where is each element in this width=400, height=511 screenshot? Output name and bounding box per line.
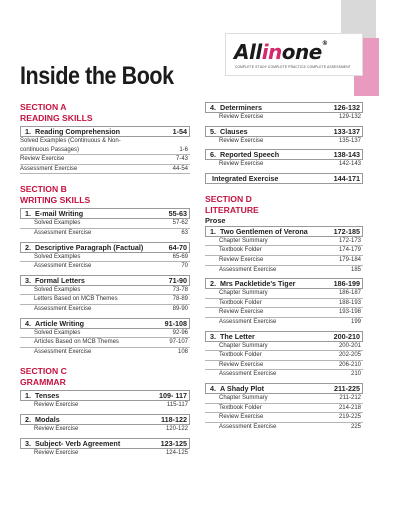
sub-entry-label: Assessment Exercise [219, 371, 277, 378]
sub-entry-pages: 193-198 [338, 309, 361, 316]
chapter-number: 1. [25, 127, 31, 136]
sub-entry [20, 155, 190, 165]
chapter-number: 4. [210, 383, 216, 393]
sub-entry-pages: 199 [350, 318, 361, 325]
sub-entry-pages: 219-225 [338, 414, 361, 421]
sub-entry-pages: 206-210 [338, 361, 361, 368]
sub-entry-pages: 225 [350, 423, 361, 430]
chapter-entry[interactable] [205, 149, 363, 169]
sub-entry-label: Assessment Exercise [219, 266, 277, 273]
sub-entry-pages: 124-125 [165, 449, 188, 456]
integrated-exercise-entry[interactable] [205, 173, 363, 184]
sub-entry-label: Review Exercise [34, 449, 79, 456]
chapter-title: A Shady Plot [220, 383, 265, 393]
chapter-pages: 138-143 [333, 150, 360, 160]
sub-entry-label: Letters Based on MCB Themes [34, 296, 118, 303]
sub-entry [205, 266, 363, 275]
sub-entry-label: Review Exercise [34, 425, 79, 432]
sub-entry-label: Solved Examples [34, 286, 81, 293]
sub-entry-label: Chapter Summary [219, 342, 268, 349]
chapter-title: Two Gentlemen of Verona [220, 226, 308, 236]
chapter-entry[interactable] [20, 126, 190, 174]
integrated-exercise-pages: 144-171 [333, 173, 360, 183]
sub-entry-pages: 70 [181, 263, 188, 270]
sub-entry-pages: 108 [177, 348, 188, 355]
section-subtitle: GRAMMAR [20, 377, 66, 388]
chapter-number: 6. [210, 150, 216, 160]
section-name: SECTION B [20, 184, 67, 195]
chapter-number: 1. [25, 391, 31, 401]
sub-entry-pages: 200-201 [338, 342, 361, 349]
chapter-pages: 91-108 [164, 318, 187, 328]
chapter-header[interactable] [205, 102, 363, 113]
sub-entry [205, 137, 363, 146]
section-a [20, 102, 190, 174]
chapter-header[interactable] [20, 242, 190, 253]
sub-entry [205, 308, 363, 318]
sub-entry [205, 361, 363, 371]
sub-entry-label: Chapter Summary [219, 290, 268, 297]
sub-entry-pages: 210 [350, 371, 361, 378]
sub-entry [205, 370, 363, 379]
chapter-entry[interactable] [20, 438, 190, 458]
chapter-number: 3. [25, 275, 31, 285]
sub-entry-label: Solved Examples [34, 329, 81, 336]
toc-left-column [20, 102, 190, 461]
sub-entry-label: Assessment Exercise [20, 165, 78, 172]
sub-entry-pages: 135-137 [338, 137, 361, 144]
sub-entry-label: Review Exercise [34, 402, 79, 409]
chapter-number: 1. [210, 226, 216, 236]
chapter-header[interactable] [20, 208, 190, 219]
chapter-number: 2. [210, 279, 216, 289]
sub-entry [20, 229, 190, 238]
chapter-header[interactable] [20, 126, 190, 137]
section-name: SECTION D [205, 193, 252, 204]
sub-entry-pages: 185 [350, 266, 361, 273]
sub-entry [205, 246, 363, 256]
sub-entry-label: Textbook Folder [219, 247, 262, 254]
chapter-number: 1. [25, 209, 31, 219]
sub-entry [20, 219, 190, 229]
sub-entry [20, 449, 190, 458]
chapter-entry[interactable] [205, 278, 363, 326]
sub-entry [205, 342, 363, 352]
chapter-pages: 200-210 [333, 331, 360, 341]
chapter-header[interactable] [20, 414, 190, 425]
chapter-entry[interactable] [20, 414, 190, 434]
chapter-pages: 123-125 [160, 438, 187, 448]
sub-entry-pages: 73-78 [172, 286, 188, 293]
chapter-title: Mrs Packletide's Tiger [220, 279, 296, 289]
sub-entry [20, 348, 190, 357]
chapter-title: Reading Comprehension [35, 127, 121, 136]
sub-entry-label: Assessment Exercise [219, 423, 277, 430]
chapter-number: 5. [210, 126, 216, 136]
sub-entry [205, 113, 363, 122]
sub-entry-label: Review Exercise [219, 309, 264, 316]
chapter-title: Determiners [220, 103, 262, 112]
chapter-pages: 55-63 [168, 209, 187, 219]
sub-entry [20, 165, 190, 175]
prose-heading: Prose [205, 215, 226, 225]
sub-entry-label: Chapter Summary [219, 237, 268, 244]
sub-entry-pages: 142-143 [338, 161, 361, 168]
section-b [20, 184, 190, 356]
chapter-pages: 64-70 [168, 242, 187, 252]
sub-entry [20, 338, 190, 348]
sub-entry-label: Review Exercise [219, 161, 264, 168]
chapter-number: 4. [25, 318, 31, 328]
sub-entry [20, 253, 190, 263]
sub-entry-label: Review Exercise [219, 414, 264, 421]
sub-entry-label: Assessment Exercise [34, 229, 92, 236]
chapter-header[interactable] [20, 318, 190, 329]
chapter-entry[interactable] [20, 275, 190, 314]
sub-entry [20, 401, 190, 410]
sub-entry-label: Assessment Exercise [34, 305, 92, 312]
sub-entry [20, 262, 190, 271]
chapter-pages: 1-54 [172, 127, 187, 136]
sub-entry-label: Assessment Exercise [34, 348, 92, 355]
chapter-entry[interactable] [20, 208, 190, 237]
chapter-title: The Letter [220, 331, 255, 341]
chapter-pages: 133-137 [333, 126, 360, 136]
sub-entry-pages: 120-122 [165, 425, 188, 432]
sub-entry-pages: 44-54 [172, 165, 188, 172]
sub-entry [205, 394, 363, 404]
sub-entry [20, 305, 190, 314]
sub-entry-label: Review Exercise [20, 156, 65, 163]
sub-entry [205, 289, 363, 299]
chapter-entry[interactable] [205, 102, 363, 122]
sub-entry-pages: 65-69 [172, 253, 188, 260]
section-subtitle: WRITING SKILLS [20, 195, 91, 206]
sub-entry [20, 329, 190, 339]
chapter-pages: 109- 117 [159, 391, 187, 401]
chapter-header[interactable] [205, 149, 363, 160]
sub-entry-label: Solved Examples (Continuous & Non-continuous Passages) [20, 138, 121, 153]
chapter-title: Descriptive Paragraph (Factual) [35, 242, 144, 252]
sub-entry-label: Review Exercise [219, 137, 264, 144]
chapter-title: E-mail Writing [35, 209, 84, 219]
sub-entry-pages: 115-117 [166, 402, 188, 409]
sub-entry-label: Solved Examples [34, 220, 81, 227]
sub-entry [205, 256, 363, 266]
sub-entry [205, 299, 363, 309]
sub-entry [20, 425, 190, 434]
chapter-title: Reported Speech [220, 150, 280, 160]
sub-entry [205, 318, 363, 327]
chapter-pages: 172-185 [333, 226, 360, 236]
chapter-number: 4. [210, 103, 216, 112]
toc-right-column [205, 102, 363, 435]
sub-entry-label: Review Exercise [219, 256, 264, 263]
chapter-header[interactable] [205, 126, 363, 137]
sub-entry [205, 423, 363, 432]
sub-entry-pages: 57-62 [172, 220, 188, 227]
brand-logo [225, 33, 363, 76]
sub-entry-pages: 129-132 [338, 114, 361, 120]
sub-entry-pages: 202-205 [338, 352, 361, 359]
sub-entry-pages: 63 [181, 229, 188, 236]
integrated-exercise-label: Integrated Exercise [212, 173, 279, 183]
logo-tagline: COMPLETE STUDY COMPLETE PRACTICE COMPLETE ASSESSMENT [235, 65, 351, 69]
section-name: SECTION A [20, 102, 67, 112]
chapter-title: Formal Letters [35, 275, 85, 285]
chapter-header[interactable] [20, 275, 190, 286]
sub-entry [205, 404, 363, 414]
chapter-pages: 71-90 [168, 275, 187, 285]
sub-entry-label: Textbook Folder [219, 404, 262, 411]
sub-entry [205, 160, 363, 169]
chapter-pages: 118-122 [161, 414, 187, 424]
page-title: Inside the Book [20, 62, 174, 90]
sub-entry [205, 413, 363, 423]
chapter-number: 3. [210, 331, 216, 341]
sub-entry-pages: 78-89 [172, 296, 188, 303]
logo-wordmark: Allinone® [234, 40, 328, 64]
sub-entry-pages: 214-218 [338, 404, 361, 411]
sub-entry-label: Solved Examples [34, 253, 81, 260]
sub-entry-pages: 211-212 [339, 394, 361, 401]
chapter-header[interactable] [20, 390, 190, 401]
sub-entry-label: Review Exercise [219, 361, 264, 368]
chapter-entry[interactable] [205, 226, 363, 274]
chapter-number: 2. [25, 414, 31, 424]
sub-entry-label: Assessment Exercise [34, 263, 92, 270]
chapter-header[interactable] [205, 383, 363, 394]
section-d [205, 194, 363, 432]
sub-entry-pages: 188-193 [338, 299, 361, 306]
sub-entry-label: Chapter Summary [219, 394, 268, 401]
chapter-title: Article Writing [35, 318, 84, 328]
sub-entry-pages: 174-179 [338, 247, 361, 254]
sub-entry [205, 351, 363, 361]
sub-entry-label: Textbook Folder [219, 299, 262, 306]
chapter-entry[interactable] [20, 390, 190, 410]
sub-entry-pages: 1-6 [179, 146, 188, 153]
sub-entry-label: Review Exercise [219, 114, 264, 120]
chapter-pages: 186-199 [333, 279, 360, 289]
chapter-header[interactable] [20, 438, 190, 449]
sub-entry-pages: 97-107 [169, 339, 188, 346]
sub-entry-pages: 179-184 [338, 256, 361, 263]
sub-entry [20, 137, 190, 155]
section-name: SECTION C [20, 366, 67, 377]
sub-entry [20, 286, 190, 296]
sub-entry-pages: 7-43 [175, 156, 188, 163]
chapter-title: Clauses [220, 126, 248, 136]
chapter-pages: 126-132 [333, 103, 360, 112]
sub-entry-label: Assessment Exercise [219, 318, 277, 325]
chapter-title: Tenses [35, 391, 60, 401]
chapter-header[interactable] [205, 226, 363, 237]
section-subtitle: READING SKILLS [20, 113, 93, 123]
chapter-pages: 211-225 [334, 383, 360, 393]
sub-entry [205, 237, 363, 247]
chapter-title: Subject- Verb Agreement [35, 438, 121, 448]
chapter-header[interactable] [205, 331, 363, 342]
sub-entry [20, 295, 190, 305]
chapter-header[interactable] [205, 278, 363, 289]
chapter-entry[interactable] [20, 318, 190, 357]
chapter-entry[interactable] [20, 242, 190, 271]
sub-entry-label: Articles Based on MCB Themes [34, 339, 119, 346]
chapter-title: Modals [35, 414, 60, 424]
sub-entry-pages: 92-96 [172, 329, 188, 336]
chapter-entry[interactable] [205, 331, 363, 379]
sub-entry-pages: 186-187 [338, 290, 361, 297]
sub-entry-label: Textbook Folder [219, 352, 262, 359]
chapter-entry[interactable] [205, 383, 363, 431]
section-c [20, 366, 190, 457]
section-subtitle: LITERATURE [205, 204, 259, 215]
chapter-number: 2. [25, 242, 31, 252]
chapter-entry[interactable] [205, 126, 363, 146]
sub-entry-pages: 172-173 [338, 237, 361, 244]
chapter-number: 3. [25, 438, 31, 448]
sub-entry-pages: 89-90 [172, 305, 188, 312]
